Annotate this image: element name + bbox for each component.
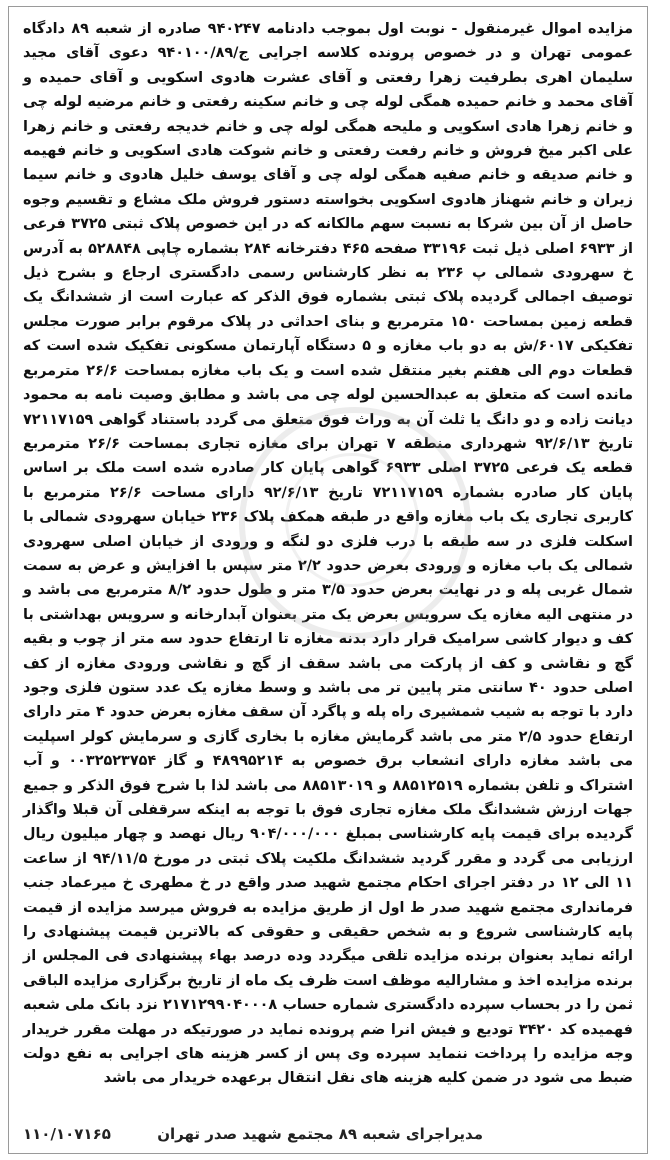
footer-signature: مدیراجرای شعبه ۸۹ مجتمع شهید صدر تهران: [157, 1125, 483, 1143]
notice-footer: [23, 1125, 633, 1143]
footer-code: ۱۱۰/۱۰۷۱۶۵: [23, 1125, 111, 1143]
auction-notice: [8, 6, 648, 1154]
notice-body-text: مزایده اموال غیرمنقول - نوبت اول بموجب دادنامه ۹۴۰۲۴۷ صادره از شعبه ۸۹ دادگاه عمومی تهران و در خصوص پرونده کلاسه اجرایی ج/۹۴۰۱۰۰/۸۹ دعوی آقای مجید سلیمان اهری بطرفیت زهرا رفعتی و آقای عشرت هادوی اسکویی و آقای حمیده و آقای محمد و خانم حمیده همگی لوله چی و خانم سکینه رفعتی و خانم مرضیه لوله چی و خانم زهرا هادی اسکویی و ملیحه همگی لوله چی و خانم خدیجه رفعتی و خانم زهرا علی اکبر میخ فروش و خانم رفعت رفعتی و خانم شوکت هادی اسکویی و خانم فهیمه و خانم صدیقه و خانم صفیه همگی لوله چی و آقای یوسف خلیل هادوی و خانم سیما زیران و خانم شهناز هادوی اسکویی بخواسته دستور فروش ملک مشاع و تقسیم وجوه حاصل از آن بین شرکا به نسبت سهم مالکانه که در این خصوص پلاک ثبتی ۳۷۲۵ فرعی از ۶۹۳۳ اصلی ذیل ثبت ۳۳۱۹۶ صفحه ۴۶۵ دفترخانه ۲۸۴ بشماره چاپی ۵۲۸۸۴۸ به آدرس خ سهرودی شمالی پ ۲۳۶ به نظر کارشناس رسمی دادگستری ارجاع و بشرح ذیل توصیف اجمالی گردیده پلاک ثبتی بشماره فوق الذکر که عبارت است از ششدانگ یک قطعه زمین بمساحت ۱۵۰ مترمربع و بنای احداثی در پلاک مرقوم برابر صورت مجلس تفکیکی ۶۰۱۷/ش به دو باب مغازه و ۵ دستگاه آپارتمان مسکونی تفکیک شده است که قطعات دوم الی هفتم بغیر منتقل شده است و یک باب مغازه بمساحت ۲۶/۶ مترمربع مانده است که متعلق به عبدالحسین لوله چی می باشد و مطابق وصیت نامه به محمود دیانت زاده و دو دانگ یا ثلث آن به وراث فوق متعلق می گردد باستناد گواهی ۷۲۱۱۷۱۵۹ تاریخ ۹۲/۶/۱۳ شهرداری منطقه ۷ تهران برای مغازه تجاری بمساحت ۲۶/۶ مترمربع قطعه یک فرعی ۳۷۲۵ اصلی ۶۹۳۳ گواهی پایان کار صادره شده است ملک بر اساس پایان کار صادره بشماره ۷۲۱۱۷۱۵۹ تاریخ ۹۲/۶/۱۳ دارای مساحت ۲۶/۶ مترمربع با کاربری تجاری یک باب مغازه واقع در طبقه همکف پلاک ۲۳۶ خیابان سهرودی شمالی با اسکلت فلزی در سه طبقه با درب فلزی دو لنگه و ورودی از خیابان اصلی سهرودی شمالی یک باب مغازه و ورودی بعرض حدود ۲/۲ متر سپس با افزایش و عرض به سمت شمال غربی پله و در نهایت بعرض حدود ۳/۵ متر و طول حدود ۸/۲ مترمربع می باشد و در منتهی الیه مغازه یک سرویس بعرض یک متر بعنوان آبدارخانه و سرویس بهداشتی با کف و دیوار کاشی سرامیک قرار دارد بدنه مغازه تا ارتفاع حدود سه متر از چوب و بقیه گچ و نقاشی و کف از پارکت می باشد سقف از گچ و نقاشی ورودی مغازه از کف اصلی حدود ۴۰ سانتی متر پایین تر می باشد و وسط مغازه یک عدد ستون فلزی وجود دارد با توجه به شیب شمشیری راه پله و پاگرد آن سقف مغازه بعرض حدود ۴ متر دارای ارتفاع حدود ۲/۵ متر می باشد گرمایش مغازه با بخاری گازی و سرمایش کولر اسپلیت می باشد مغازه دارای انشعاب برق خصوص به ۴۸۹۹۵۲۱۴ و گاز ۰۰۳۲۵۲۳۷۵۴ و آب اشتراک و تلفن بشماره ۸۸۵۱۲۵۱۹ و ۸۸۵۱۳۰۱۹ می باشد لذا با شرح فوق الذکر و جمیع جهات ارزش ششدانگ ملک مغازه تجاری فوق با توجه به اینکه سرقفلی آن قبلا واگذار گردیده برای قیمت پایه کارشناسی بمبلغ ۹۰۴/۰۰۰/۰۰۰ ریال نهصد و چهار میلیون ریال ارزیابی می گردد و مقرر گردید ششدانگ ملکیت پلاک ثبتی در مورخ ۹۴/۱۱/۵ از ساعت ۱۱ الی ۱۲ در دفتر اجرای احکام مجتمع شهید صدر واقع در خ مطهری خ میرعماد جنب فرمانداری مجتمع شهید صدر ط اول از طریق مزایده به فروش میرسد مزایده از قیمت پایه کارشناسی شروع و به شخص حقیقی و حقوقی که بالاترین قیمت پیشنهادی را ارائه نماید بعنوان برنده مزایده تلقی میگردد وده درصد بهاء پیشنهادی فی المجلس از برنده مزایده اخذ و مشارالیه موظف است ظرف یک ماه از تاریخ برگزاری مزایده الباقی ثمن را در بحساب سپرده دادگستری شماره حساب ۲۱۷۱۲۹۹۰۴۰۰۰۸ نزد بانک ملی شعبه فهمیده کد ۳۴۲۰ تودیع و فیش انرا ضم پرونده نماید در صورتیکه در مهلت مقرر خریدار وجه مزایده را پرداخت ننماید سپرده وی پس از کسر هزینه های اجرایی به نفع دولت ضبط می شود در ضمن کلیه هزینه های نقل انتقال برعهده خریدار می باشد: [23, 21, 634, 1087]
